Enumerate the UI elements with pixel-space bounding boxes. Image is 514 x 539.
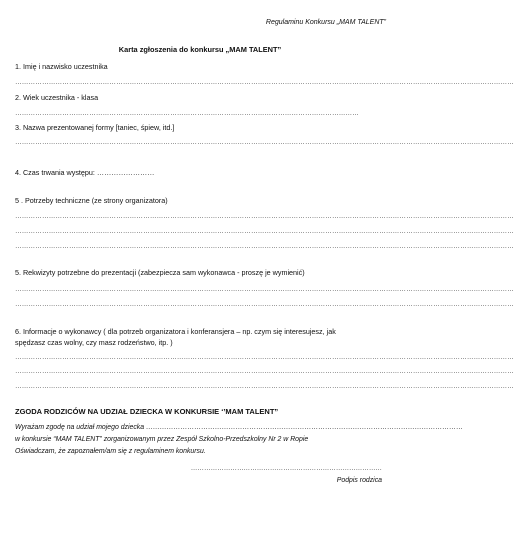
question-performance-form: 3. Nazwa prezentowanej formy [taniec, śpiew, itd.] xyxy=(15,123,175,132)
answer-line-technical-1[interactable]: …………………………………………………………………………………………………………………………………………………………………………………………………… xyxy=(15,213,514,220)
question-performer-info: 6. Informacje o wykonawcy ( dla potrzeb organizatora i konferansjera – np. czym się interesujesz, jak xyxy=(15,327,336,336)
answer-line-info-3[interactable]: …………………………………………………………………………………………………………………………………………………………………………………………………… xyxy=(15,383,514,390)
question-name: 1. Imię i nazwisko uczestnika xyxy=(15,62,108,71)
regulation-reference: Regulaminu Konkursu „MAM TALENT” xyxy=(265,19,386,26)
answer-line-technical-2[interactable]: …………………………………………………………………………………………………………………………………………………………………………………………………… xyxy=(15,228,514,235)
answer-line-info-2[interactable]: …………………………………………………………………………………………………………………………………………………………………………………………………… xyxy=(15,368,514,375)
answer-line-age-class[interactable]: ……………………………………………………………………………………………………………………………………… xyxy=(15,110,359,117)
consent-line-child[interactable]: Wyrażam zgodę na udział mojego dziecka ………………………………………………………………………………………………………………………… xyxy=(15,424,463,431)
answer-line-technical-3[interactable]: …………………………………………………………………………………………………………………………………………………………………………………………………… xyxy=(15,243,514,250)
question-props: 5. Rekwizyty potrzebne do prezentacji (zabezpiecza sam wykonawca - proszę je wymienić) xyxy=(15,268,305,277)
consent-line-statement: Oświadczam, że zapoznałem/am się z regulaminem konkursu. xyxy=(15,448,206,455)
question-duration: 4. Czas trwania występu: …………………… xyxy=(15,168,155,177)
question-technical-needs: 5 . Potrzeby techniczne (ze strony organizatora) xyxy=(15,196,168,205)
answer-line-props-1[interactable]: …………………………………………………………………………………………………………………………………………………………………………………………………… xyxy=(15,286,514,293)
question-age-class: 2. Wiek uczestnika - klasa xyxy=(15,93,99,102)
question-performer-info-cont: spędzasz czas wolny, czy masz rodzeństwo, itp. ) xyxy=(15,338,173,347)
answer-line-props-2[interactable]: …………………………………………………………………………………………………………………………………………………………………………………………………… xyxy=(15,301,514,308)
consent-title: ZGODA RODZICÓW NA UDZIAŁ DZIECKA W KONKURSIE ‘’MAM TALENT” xyxy=(15,407,279,416)
answer-line-performance-form[interactable]: …………………………………………………………………………………………………………………………………………………………………………………………………… xyxy=(15,139,514,146)
answer-line-name[interactable]: …………………………………………………………………………………………………………………………………………………………………………………………………… xyxy=(15,79,514,86)
answer-line-info-1[interactable]: …………………………………………………………………………………………………………………………………………………………………………………………………… xyxy=(15,354,514,361)
consent-line-contest: w konkursie “MAM TALENT” zorganizowanym przez Zespół Szkolno-Przedszkolny Nr 2 w Ropie xyxy=(15,436,309,443)
form-title: Karta zgłoszenia do konkursu „MAM TALENT” xyxy=(118,45,282,54)
signature-line[interactable]: …………………………………………………………………………… xyxy=(190,465,382,472)
signature-label: Podpis rodzica xyxy=(336,477,382,484)
